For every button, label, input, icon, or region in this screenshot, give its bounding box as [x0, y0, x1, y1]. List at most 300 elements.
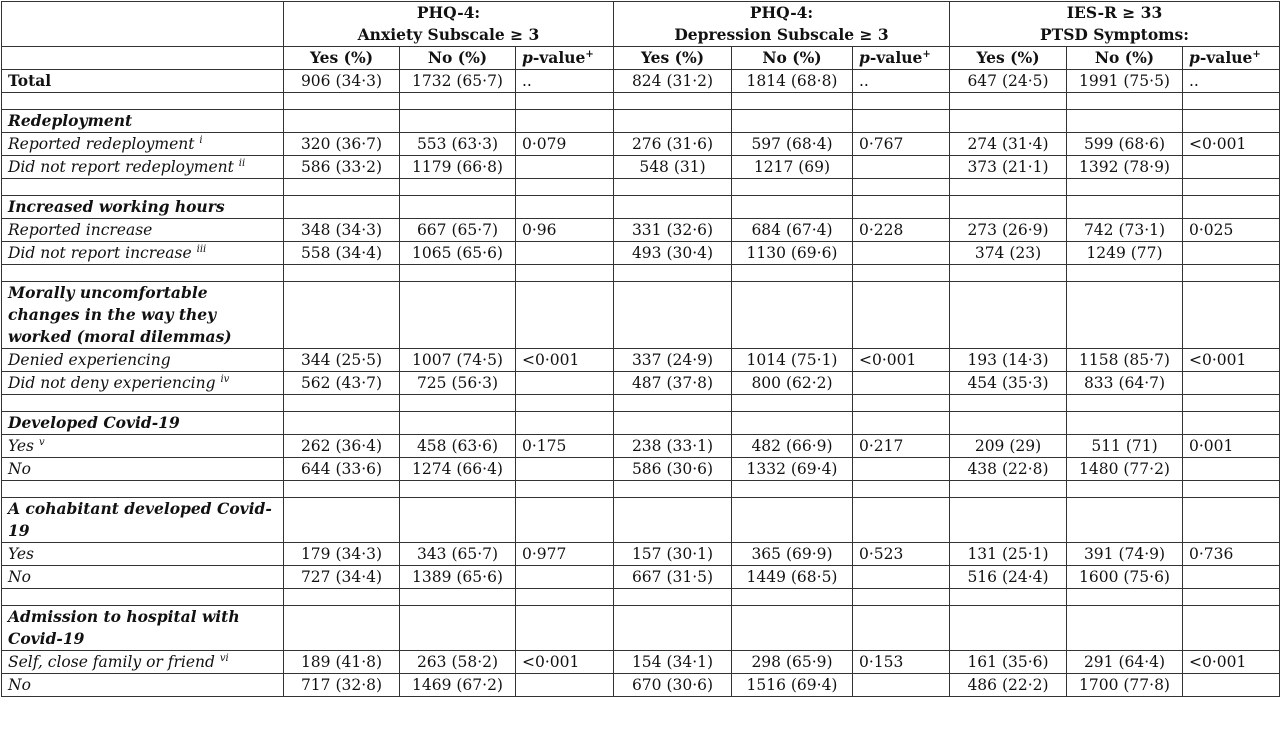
table-row [2, 651, 1280, 674]
header-yes: Yes (%) [614, 47, 732, 70]
empty-cell [284, 412, 400, 435]
empty-cell [400, 412, 516, 435]
empty-cell [950, 498, 1067, 543]
count-cell: 438 (22·8) [950, 458, 1067, 481]
spacer-row [2, 395, 1280, 412]
section-title: Admission to hospital with Covid-19 [2, 606, 284, 651]
empty-cell [516, 498, 614, 543]
pvalue-cell: 0·736 [1183, 543, 1280, 566]
empty-cell [950, 395, 1067, 412]
count-cell: 1600 (75·6) [1067, 566, 1183, 589]
footnote-marker: iii [196, 243, 207, 255]
section-title-row [2, 606, 1280, 651]
count-cell: 727 (34·4) [284, 566, 400, 589]
count-cell: 337 (24·9) [614, 349, 732, 372]
empty-cell [2, 481, 284, 498]
pvalue-cell: .. [1183, 70, 1280, 93]
pvalue-cell: .. [516, 70, 614, 93]
table-row [2, 543, 1280, 566]
total-row [2, 70, 1280, 93]
section-title-row [2, 412, 1280, 435]
empty-cell [284, 395, 400, 412]
row-label-text: No [8, 568, 31, 586]
row-label [2, 566, 284, 589]
count-cell: 1014 (75·1) [732, 349, 853, 372]
section-title-row [2, 498, 1280, 543]
count-cell: 548 (31) [614, 156, 732, 179]
table-row [2, 242, 1280, 265]
empty-cell [732, 606, 853, 651]
header-sub-empty [2, 47, 284, 70]
table-row [2, 435, 1280, 458]
count-cell: 684 (67·4) [732, 219, 853, 242]
empty-cell [732, 93, 853, 110]
pvalue-cell: 0·025 [1183, 219, 1280, 242]
count-cell: 1700 (77·8) [1067, 674, 1183, 697]
count-cell: 458 (63·6) [400, 435, 516, 458]
pvalue-cell [1183, 566, 1280, 589]
count-cell: 1217 (69) [732, 156, 853, 179]
count-cell: 1130 (69·6) [732, 242, 853, 265]
table-row [2, 458, 1280, 481]
count-cell: 670 (30·6) [614, 674, 732, 697]
count-cell: 1065 (65·6) [400, 242, 516, 265]
count-cell: 262 (36·4) [284, 435, 400, 458]
pvalue-cell [1183, 156, 1280, 179]
empty-cell [1183, 179, 1280, 196]
pvalue-cell [1183, 674, 1280, 697]
empty-cell [614, 498, 732, 543]
header-yes: Yes (%) [950, 47, 1067, 70]
empty-cell [2, 265, 284, 282]
header-anxiety: PHQ-4: Anxiety Subscale ≥ 3 [284, 2, 614, 47]
count-cell: 586 (33·2) [284, 156, 400, 179]
row-label-text: No [8, 676, 31, 694]
footnote-marker: v [38, 436, 45, 448]
empty-cell [732, 110, 853, 133]
empty-cell [1067, 196, 1183, 219]
pvalue-cell: 0·977 [516, 543, 614, 566]
count-cell: 553 (63·3) [400, 133, 516, 156]
count-cell: 374 (23) [950, 242, 1067, 265]
empty-cell [950, 282, 1067, 349]
count-cell: 824 (31·2) [614, 70, 732, 93]
count-cell: 1332 (69·4) [732, 458, 853, 481]
pvalue-cell [853, 242, 950, 265]
header-pvalue: p-value+ [1183, 47, 1280, 70]
empty-cell [1067, 395, 1183, 412]
empty-cell [853, 282, 950, 349]
row-label-text: No [8, 460, 31, 478]
section-title: Increased working hours [2, 196, 284, 219]
pvalue-cell: 0·079 [516, 133, 614, 156]
pvalue-cell: 0·228 [853, 219, 950, 242]
empty-cell [2, 395, 284, 412]
row-label-text: Did not deny experiencing [8, 374, 216, 392]
empty-cell [516, 481, 614, 498]
pvalue-cell: <0·001 [516, 349, 614, 372]
pvalue-cell [516, 458, 614, 481]
section-title: Redeployment [2, 110, 284, 133]
spacer-row [2, 93, 1280, 110]
empty-cell [400, 110, 516, 133]
empty-cell [516, 606, 614, 651]
count-cell: 343 (65·7) [400, 543, 516, 566]
empty-cell [614, 265, 732, 282]
row-label [2, 458, 284, 481]
count-cell: 1469 (67·2) [400, 674, 516, 697]
empty-cell [516, 93, 614, 110]
row-label [2, 435, 284, 458]
pvalue-cell [516, 372, 614, 395]
empty-cell [2, 589, 284, 606]
header-no: No (%) [400, 47, 516, 70]
empty-cell [400, 196, 516, 219]
row-label [2, 219, 284, 242]
empty-cell [950, 412, 1067, 435]
empty-cell [400, 498, 516, 543]
empty-cell [614, 196, 732, 219]
count-cell: 906 (34·3) [284, 70, 400, 93]
empty-cell [732, 498, 853, 543]
pvalue-cell [1183, 242, 1280, 265]
spacer-row [2, 589, 1280, 606]
empty-cell [853, 395, 950, 412]
empty-cell [516, 179, 614, 196]
count-cell: 1732 (65·7) [400, 70, 516, 93]
header-yes: Yes (%) [284, 47, 400, 70]
empty-cell [1183, 265, 1280, 282]
row-label-text: Yes [8, 545, 35, 563]
count-cell: 131 (25·1) [950, 543, 1067, 566]
empty-cell [732, 196, 853, 219]
pvalue-cell: <0·001 [1183, 651, 1280, 674]
count-cell: 1249 (77) [1067, 242, 1183, 265]
empty-cell [1183, 412, 1280, 435]
empty-cell [284, 179, 400, 196]
empty-cell [950, 196, 1067, 219]
empty-cell [950, 606, 1067, 651]
pvalue-cell: <0·001 [1183, 349, 1280, 372]
section-title: Developed Covid-19 [2, 412, 284, 435]
row-label [2, 674, 284, 697]
empty-cell [2, 93, 284, 110]
pvalue-cell [516, 566, 614, 589]
empty-cell [614, 481, 732, 498]
empty-cell [516, 110, 614, 133]
empty-cell [950, 589, 1067, 606]
empty-cell [284, 265, 400, 282]
count-cell: 391 (74·9) [1067, 543, 1183, 566]
empty-cell [1183, 589, 1280, 606]
header-no: No (%) [732, 47, 853, 70]
empty-cell [400, 481, 516, 498]
empty-cell [853, 265, 950, 282]
pvalue-cell: 0·153 [853, 651, 950, 674]
empty-cell [950, 110, 1067, 133]
count-cell: 365 (69·9) [732, 543, 853, 566]
row-label [2, 372, 284, 395]
header-sub-row [2, 47, 1280, 70]
results-table [1, 1, 1280, 697]
empty-cell [853, 196, 950, 219]
count-cell: 238 (33·1) [614, 435, 732, 458]
footnote-marker: vi [219, 652, 229, 664]
pvalue-cell: 0·96 [516, 219, 614, 242]
row-label [2, 133, 284, 156]
spacer-row [2, 481, 1280, 498]
pvalue-cell: 0·523 [853, 543, 950, 566]
pvalue-cell [1183, 372, 1280, 395]
empty-cell [853, 110, 950, 133]
pvalue-cell [853, 566, 950, 589]
footnote-marker: ii [238, 157, 246, 169]
table-row [2, 349, 1280, 372]
empty-cell [732, 395, 853, 412]
pvalue-cell [516, 674, 614, 697]
empty-cell [1183, 481, 1280, 498]
header-group-row [2, 2, 1280, 47]
row-label-text: Total [8, 71, 52, 90]
empty-cell [853, 498, 950, 543]
section-title-row [2, 282, 1280, 349]
empty-cell [1183, 282, 1280, 349]
empty-cell [1183, 196, 1280, 219]
pvalue-cell [516, 242, 614, 265]
pvalue-cell [516, 156, 614, 179]
count-cell: 373 (21·1) [950, 156, 1067, 179]
row-label-text: Did not report increase [8, 244, 192, 262]
header-no: No (%) [1067, 47, 1183, 70]
empty-cell [1183, 606, 1280, 651]
count-cell: 179 (34·3) [284, 543, 400, 566]
empty-cell [732, 265, 853, 282]
row-label [2, 651, 284, 674]
table-row [2, 156, 1280, 179]
empty-cell [1067, 110, 1183, 133]
empty-cell [614, 93, 732, 110]
pvalue-cell: 0·217 [853, 435, 950, 458]
empty-cell [516, 395, 614, 412]
row-label [2, 156, 284, 179]
empty-cell [1067, 498, 1183, 543]
empty-cell [284, 282, 400, 349]
count-cell: 725 (56·3) [400, 372, 516, 395]
empty-cell [950, 179, 1067, 196]
count-cell: 348 (34·3) [284, 219, 400, 242]
count-cell: 157 (30·1) [614, 543, 732, 566]
empty-cell [284, 481, 400, 498]
count-cell: 320 (36·7) [284, 133, 400, 156]
empty-cell [1067, 589, 1183, 606]
footnote-marker: iv [220, 373, 230, 385]
count-cell: 1516 (69·4) [732, 674, 853, 697]
count-cell: 667 (31·5) [614, 566, 732, 589]
count-cell: 274 (31·4) [950, 133, 1067, 156]
count-cell: 667 (65·7) [400, 219, 516, 242]
count-cell: 800 (62·2) [732, 372, 853, 395]
empty-cell [400, 589, 516, 606]
empty-cell [732, 481, 853, 498]
row-label [2, 349, 284, 372]
empty-cell [400, 265, 516, 282]
table-row [2, 372, 1280, 395]
empty-cell [400, 282, 516, 349]
empty-cell [400, 93, 516, 110]
empty-cell [284, 196, 400, 219]
count-cell: 558 (34·4) [284, 242, 400, 265]
empty-cell [614, 606, 732, 651]
empty-cell [516, 589, 614, 606]
count-cell: 1814 (68·8) [732, 70, 853, 93]
empty-cell [853, 412, 950, 435]
row-label-text: Reported redeployment [8, 135, 195, 153]
count-cell: 1274 (66·4) [400, 458, 516, 481]
empty-cell [614, 179, 732, 196]
pvalue-cell [853, 372, 950, 395]
empty-cell [853, 179, 950, 196]
empty-cell [516, 265, 614, 282]
section-title-row [2, 110, 1280, 133]
count-cell: 454 (35·3) [950, 372, 1067, 395]
empty-cell [1183, 498, 1280, 543]
header-pvalue: p-value+ [516, 47, 614, 70]
table-row [2, 674, 1280, 697]
count-cell: 586 (30·6) [614, 458, 732, 481]
empty-cell [614, 282, 732, 349]
spacer-row [2, 179, 1280, 196]
pvalue-cell: <0·001 [516, 651, 614, 674]
pvalue-cell: <0·001 [1183, 133, 1280, 156]
empty-cell [614, 412, 732, 435]
count-cell: 209 (29) [950, 435, 1067, 458]
empty-cell [284, 93, 400, 110]
header-empty-cell [2, 2, 284, 47]
empty-cell [516, 412, 614, 435]
footnote-marker: i [199, 134, 203, 146]
spacer-row [2, 265, 1280, 282]
empty-cell [950, 93, 1067, 110]
pvalue-cell [853, 458, 950, 481]
count-cell: 1991 (75·5) [1067, 70, 1183, 93]
empty-cell [516, 196, 614, 219]
table-row [2, 133, 1280, 156]
count-cell: 1392 (78·9) [1067, 156, 1183, 179]
section-title-row [2, 196, 1280, 219]
row-label [2, 242, 284, 265]
empty-cell [732, 589, 853, 606]
empty-cell [853, 606, 950, 651]
empty-cell [2, 179, 284, 196]
empty-cell [1183, 93, 1280, 110]
section-title: A cohabitant developed Covid-19 [2, 498, 284, 543]
empty-cell [853, 589, 950, 606]
empty-cell [284, 110, 400, 133]
empty-cell [284, 589, 400, 606]
empty-cell [614, 395, 732, 412]
count-cell: 562 (43·7) [284, 372, 400, 395]
count-cell: 647 (24·5) [950, 70, 1067, 93]
count-cell: 189 (41·8) [284, 651, 400, 674]
empty-cell [1183, 395, 1280, 412]
count-cell: 276 (31·6) [614, 133, 732, 156]
row-label-text: Reported increase [8, 221, 153, 239]
empty-cell [950, 481, 1067, 498]
count-cell: 1007 (74·5) [400, 349, 516, 372]
section-title: Morally uncomfortable changes in the way they worked (moral dilemmas) [2, 282, 284, 349]
empty-cell [614, 589, 732, 606]
count-cell: 482 (66·9) [732, 435, 853, 458]
count-cell: 1179 (66·8) [400, 156, 516, 179]
count-cell: 1158 (85·7) [1067, 349, 1183, 372]
empty-cell [1067, 93, 1183, 110]
empty-cell [950, 265, 1067, 282]
count-cell: 291 (64·4) [1067, 651, 1183, 674]
count-cell: 493 (30·4) [614, 242, 732, 265]
count-cell: 1480 (77·2) [1067, 458, 1183, 481]
pvalue-cell: <0·001 [853, 349, 950, 372]
count-cell: 331 (32·6) [614, 219, 732, 242]
empty-cell [853, 481, 950, 498]
count-cell: 599 (68·6) [1067, 133, 1183, 156]
empty-cell [732, 282, 853, 349]
row-label-text: Yes [8, 437, 35, 455]
count-cell: 298 (65·9) [732, 651, 853, 674]
empty-cell [1067, 179, 1183, 196]
count-cell: 833 (64·7) [1067, 372, 1183, 395]
header-pvalue: p-value+ [853, 47, 950, 70]
empty-cell [284, 606, 400, 651]
count-cell: 193 (14·3) [950, 349, 1067, 372]
count-cell: 644 (33·6) [284, 458, 400, 481]
header-ptsd: IES-R ≥ 33 PTSD Symptoms: [950, 2, 1280, 47]
count-cell: 597 (68·4) [732, 133, 853, 156]
table-row [2, 219, 1280, 242]
row-label [2, 543, 284, 566]
count-cell: 154 (34·1) [614, 651, 732, 674]
empty-cell [1067, 282, 1183, 349]
pvalue-cell [1183, 458, 1280, 481]
pvalue-cell: .. [853, 70, 950, 93]
row-label-text: Did not report redeployment [8, 158, 234, 176]
count-cell: 487 (37·8) [614, 372, 732, 395]
empty-cell [400, 395, 516, 412]
empty-cell [853, 93, 950, 110]
row-label-text: Self, close family or friend [8, 653, 215, 671]
empty-cell [1067, 606, 1183, 651]
empty-cell [516, 282, 614, 349]
pvalue-cell [853, 674, 950, 697]
row-label [2, 70, 284, 93]
empty-cell [1067, 265, 1183, 282]
pvalue-cell: 0·767 [853, 133, 950, 156]
pvalue-cell [853, 156, 950, 179]
pvalue-cell: 0·001 [1183, 435, 1280, 458]
count-cell: 263 (58·2) [400, 651, 516, 674]
count-cell: 516 (24·4) [950, 566, 1067, 589]
count-cell: 511 (71) [1067, 435, 1183, 458]
count-cell: 486 (22·2) [950, 674, 1067, 697]
count-cell: 742 (73·1) [1067, 219, 1183, 242]
pvalue-cell: 0·175 [516, 435, 614, 458]
empty-cell [1067, 412, 1183, 435]
header-depression: PHQ-4: Depression Subscale ≥ 3 [614, 2, 950, 47]
empty-cell [1183, 110, 1280, 133]
empty-cell [732, 179, 853, 196]
empty-cell [400, 179, 516, 196]
empty-cell [400, 606, 516, 651]
count-cell: 161 (35·6) [950, 651, 1067, 674]
